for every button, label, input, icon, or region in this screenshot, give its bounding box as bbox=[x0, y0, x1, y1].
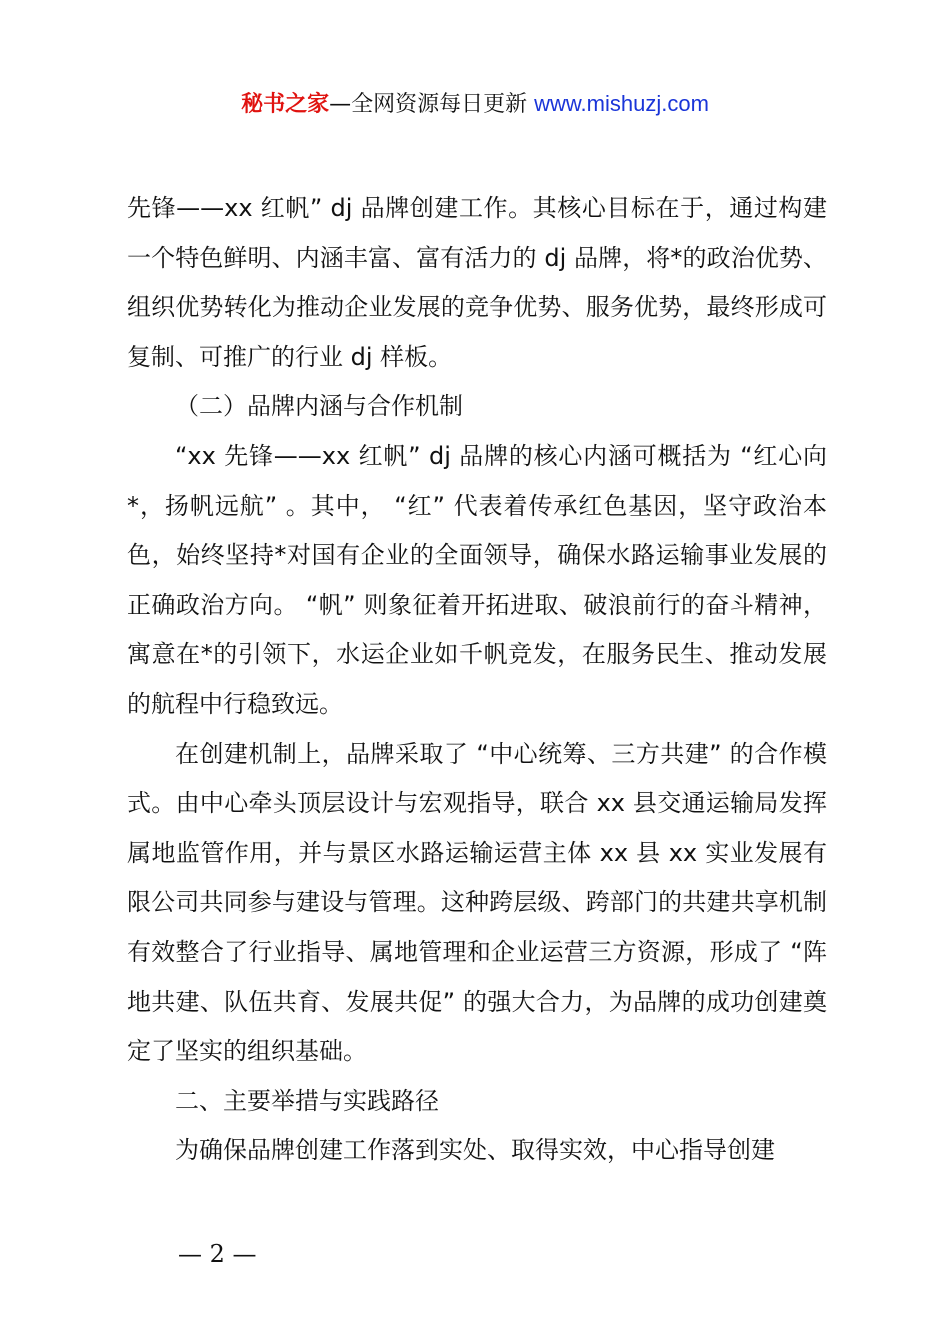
document-body bbox=[127, 184, 827, 1176]
paragraph-2: “xx 先锋——xx 红帆” dj 品牌的核心内涵可概括为 “红心向*，扬帆远航” 。其中， “红” 代表着传承红色基因，坚守政治本色，始终坚持*对国有企业的全面领导，确保水路运输事业发展的正确政治方向。 “帆” 则象征着开拓进取、破浪前行的奋斗精神，寓意在*的引领下，水运企业如千帆竞发，在服务民生、推动发展的航程中行稳致远。 bbox=[127, 441, 827, 718]
site-slogan: —全网资源每日更新 bbox=[329, 92, 528, 117]
paragraph-1: 先锋——xx 红帆” dj 品牌创建工作。其核心目标在于，通过构建一个特色鲜明、内涵丰富、富有活力的 dj 品牌，将*的政治优势、组织优势转化为推动企业发展的竞争优势、服务优势，最终形成可复制、可推广的行业 dj 样板。 bbox=[127, 194, 827, 371]
paragraph-4: 为确保品牌创建工作落到实处、取得实效，中心指导创建 bbox=[175, 1136, 775, 1165]
page-number: — 2 — bbox=[178, 1240, 257, 1268]
paragraph-3: 在创建机制上，品牌采取了 “中心统筹、三方共建” 的合作模式。由中心牵头顶层设计与宏观指导，联合 xx 县交通运输局发挥属地监管作用，并与景区水路运输运营主体 xx 县 xx 实业发展有限公司共同参与建设与管理。这种跨层级、跨部门的共建共享机制有效整合了行业指导、属地管理和企业运营三方资源，形成了 “阵地共建、队伍共育、发展共促” 的强大合力，为品牌的成功创建奠定了坚实的组织基础。 bbox=[127, 739, 827, 1066]
site-brand: 秘书之家 bbox=[241, 92, 330, 117]
section-heading-main-measures: 二、主要举措与实践路径 bbox=[175, 1086, 439, 1115]
section-heading-brand-mechanism: （二）品牌内涵与合作机制 bbox=[175, 392, 463, 421]
site-header bbox=[0, 86, 950, 123]
site-url-link[interactable]: www.mishuzj.com bbox=[534, 91, 709, 116]
